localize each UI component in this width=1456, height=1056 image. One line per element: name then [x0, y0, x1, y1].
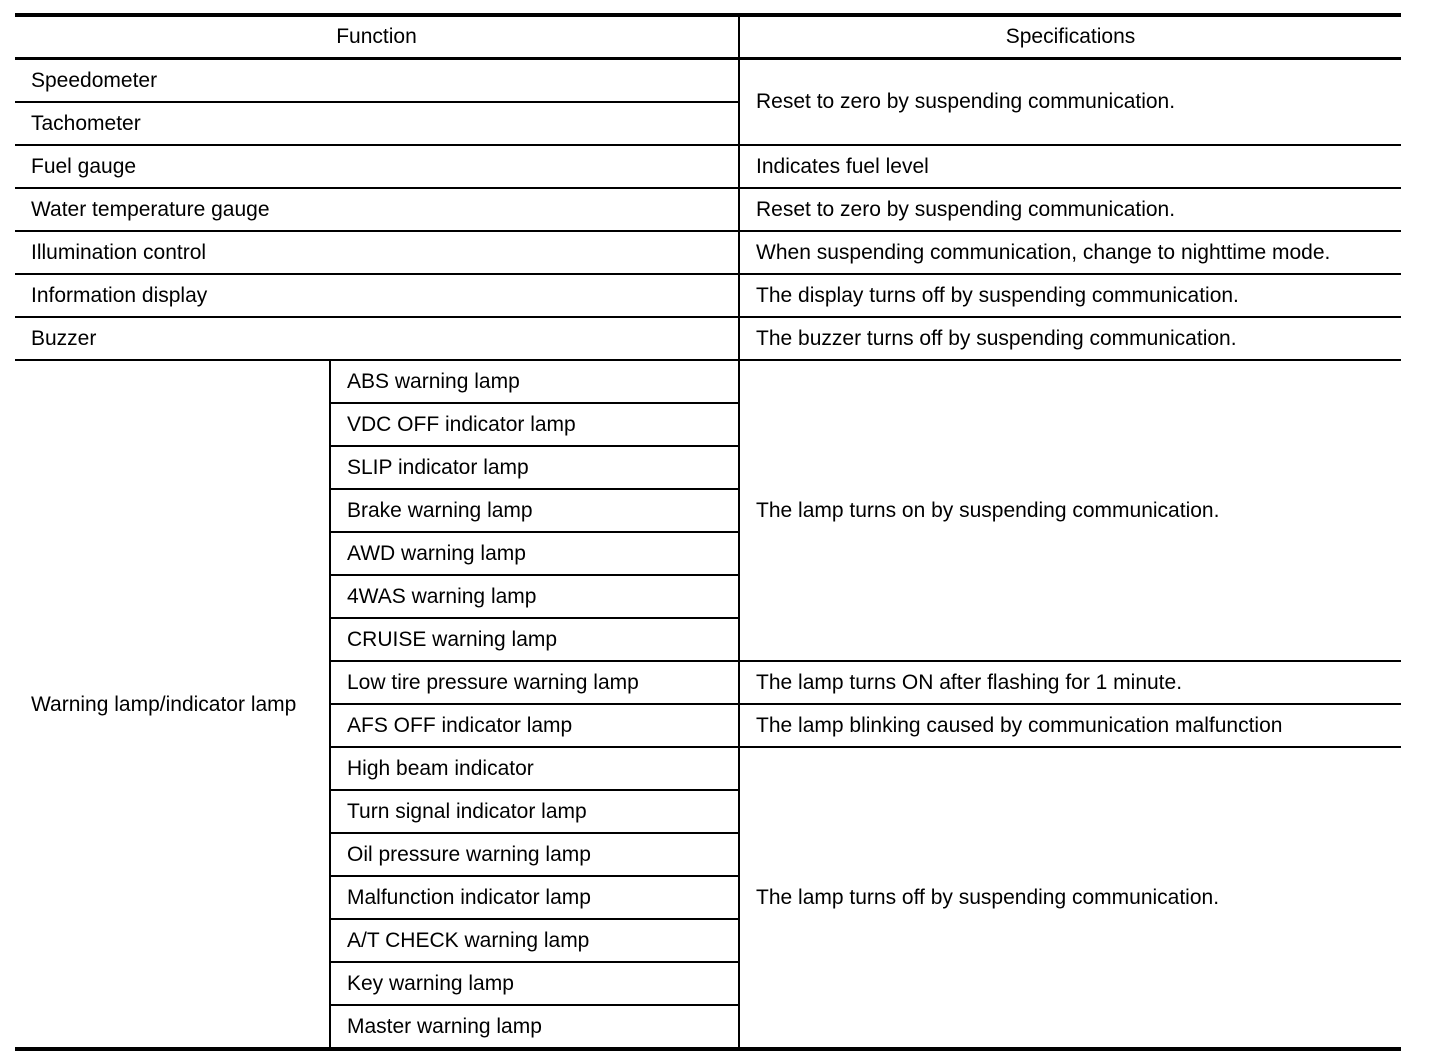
spec-cell: The display turns off by suspending communication. — [739, 274, 1401, 317]
warning-group-label: Warning lamp/indicator lamp — [15, 360, 330, 1049]
function-cell: Buzzer — [15, 317, 739, 360]
header-function: Function — [15, 15, 739, 59]
lamp-cell: Malfunction indicator lamp — [330, 876, 739, 919]
spec-cell: Reset to zero by suspending communication. — [739, 188, 1401, 231]
table-row — [15, 274, 1401, 317]
table-row — [15, 360, 1401, 403]
spec-cell: The lamp turns on by suspending communication. — [739, 360, 1401, 661]
spec-cell: The lamp turns ON after flashing for 1 minute. — [739, 661, 1401, 704]
lamp-cell: SLIP indicator lamp — [330, 446, 739, 489]
spec-cell: When suspending communication, change to nighttime mode. — [739, 231, 1401, 274]
lamp-cell: 4WAS warning lamp — [330, 575, 739, 618]
spec-cell: The buzzer turns off by suspending communication. — [739, 317, 1401, 360]
function-cell: Speedometer — [15, 59, 739, 103]
lamp-cell: Master warning lamp — [330, 1005, 739, 1049]
lamp-cell: Low tire pressure warning lamp — [330, 661, 739, 704]
function-cell: Fuel gauge — [15, 145, 739, 188]
lamp-cell: A/T CHECK warning lamp — [330, 919, 739, 962]
header-specifications: Specifications — [739, 15, 1401, 59]
function-cell: Illumination control — [15, 231, 739, 274]
lamp-cell: Oil pressure warning lamp — [330, 833, 739, 876]
spec-cell: Indicates fuel level — [739, 145, 1401, 188]
spec-cell: The lamp turns off by suspending communication. — [739, 747, 1401, 1049]
table-row — [15, 231, 1401, 274]
spec-cell: The lamp blinking caused by communication malfunction — [739, 704, 1401, 747]
lamp-cell: CRUISE warning lamp — [330, 618, 739, 661]
lamp-cell: Brake warning lamp — [330, 489, 739, 532]
function-cell: Information display — [15, 274, 739, 317]
lamp-cell: VDC OFF indicator lamp — [330, 403, 739, 446]
lamp-cell: ABS warning lamp — [330, 360, 739, 403]
spec-cell: Reset to zero by suspending communication. — [739, 59, 1401, 146]
function-cell: Tachometer — [15, 102, 739, 145]
specifications-table — [15, 13, 1401, 1051]
lamp-cell: Key warning lamp — [330, 962, 739, 1005]
function-cell: Water temperature gauge — [15, 188, 739, 231]
table-row — [15, 59, 1401, 103]
table-row — [15, 145, 1401, 188]
lamp-cell: AFS OFF indicator lamp — [330, 704, 739, 747]
header-row — [15, 15, 1401, 59]
lamp-cell: AWD warning lamp — [330, 532, 739, 575]
table-row — [15, 317, 1401, 360]
table-row — [15, 188, 1401, 231]
lamp-cell: Turn signal indicator lamp — [330, 790, 739, 833]
lamp-cell: High beam indicator — [330, 747, 739, 790]
